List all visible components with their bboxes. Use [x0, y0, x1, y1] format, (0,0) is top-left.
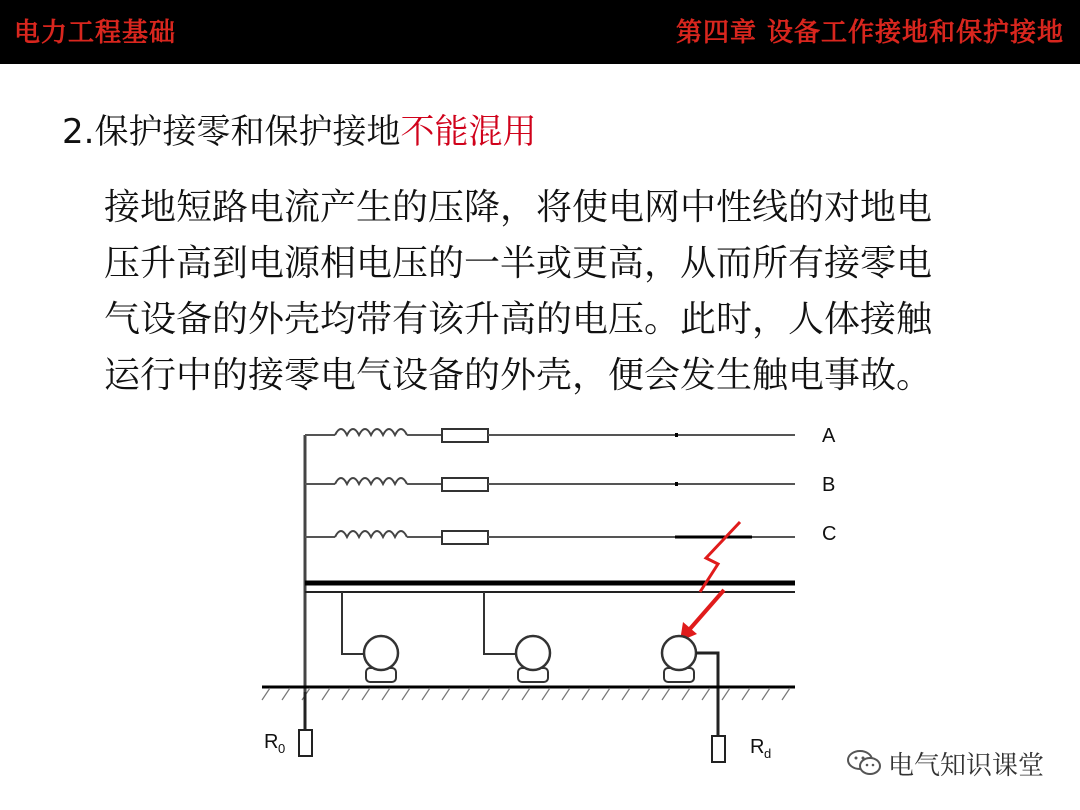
coil-c-icon: [335, 531, 407, 537]
motor-1-icon: [364, 636, 398, 682]
motor-3-icon: [662, 636, 718, 748]
phase-label-a: A: [822, 425, 836, 447]
coil-a-icon: [335, 429, 407, 435]
fuse-a-icon: [442, 429, 488, 442]
phase-b-line: [305, 478, 795, 491]
motor-2-icon: [516, 636, 550, 682]
phase-label-b: B: [822, 474, 836, 496]
body-line: 压升高到电源相电压的一半或更高，从而所有接零电: [104, 243, 933, 284]
course-title: 电力工程基础: [14, 18, 177, 48]
fuse-c-icon: [442, 531, 488, 544]
heading-emphasis: 不能混用: [400, 112, 537, 152]
body-line: 接地短路电流产生的压降，将使电网中性线的对地电: [104, 187, 933, 228]
slide-header: [0, 0, 1080, 64]
phase-a-line: [305, 429, 795, 442]
fuse-b-icon: [442, 478, 488, 491]
rd-resistor-icon: [712, 736, 725, 762]
motor1-neutral-wire: [342, 592, 363, 654]
chapter-title: 第四章 设备工作接地和保护接地: [675, 18, 1064, 48]
fault-arrow-line: [689, 590, 724, 630]
ground-hatching: [262, 688, 790, 700]
wechat-icon: [846, 749, 882, 777]
r0-subscript: 0: [278, 741, 286, 756]
motor2-neutral-wire: [484, 592, 515, 654]
body-line: 气设备的外壳均带有该升高的电压。此时，人体接触: [104, 299, 933, 340]
phase-label-c: C: [822, 523, 837, 545]
section-heading: [62, 104, 536, 153]
watermark: [846, 746, 1044, 780]
coil-b-icon: [335, 478, 407, 484]
heading-prefix: 2.保护接零和保护接地: [62, 112, 401, 152]
r0-label: R: [264, 731, 279, 753]
body-line: 运行中的接零电气设备的外壳，便会发生触电事故。: [104, 355, 933, 396]
rd-label: R: [750, 736, 765, 758]
r0-resistor-icon: [299, 730, 312, 756]
rd-subscript: d: [764, 746, 772, 761]
watermark-text: 电气知识课堂: [888, 750, 1045, 781]
body-paragraph: [104, 180, 1034, 404]
